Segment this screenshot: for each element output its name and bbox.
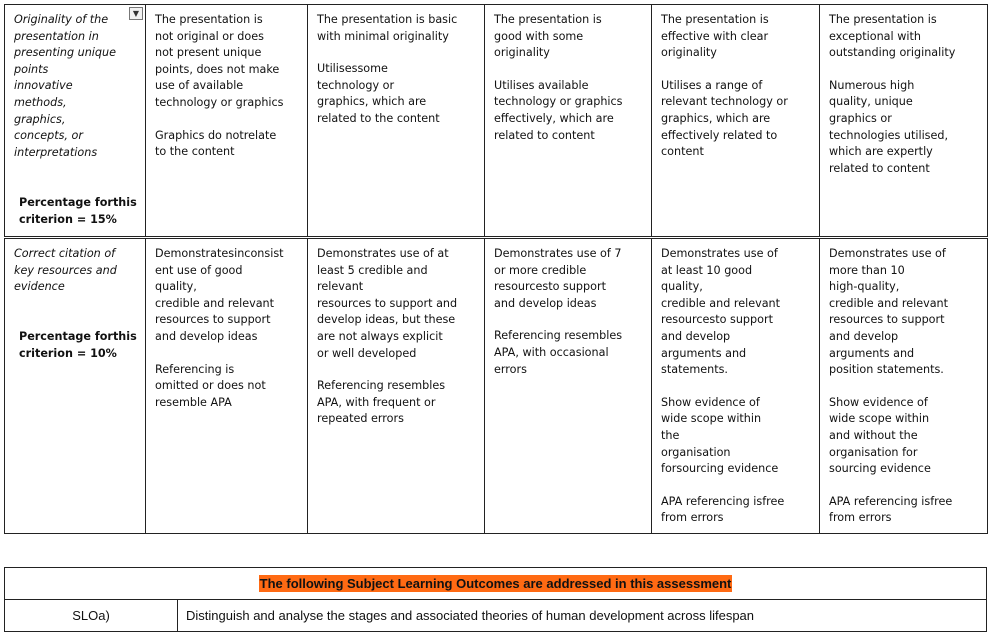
rating-description: Demonstratesinconsist ent use of good quality, credible and relevant resources to support and develop ideas [155, 247, 284, 343]
rating-description: Demonstrates use of 7 or more credible resourcesto support and develop ideas [494, 247, 622, 310]
rating-description: Numerous high quality, unique graphics or technologies utilised, which are expertly related to content [829, 78, 949, 175]
rating-description: Show evidence of wide scope within the organisation forsourcing evidence [661, 395, 779, 476]
slo-heading: The following Subject Learning Outcomes are addressed in this assessment [259, 576, 732, 591]
rating-cell [820, 238, 988, 534]
rating-cell [308, 5, 485, 238]
rating-description: Graphics do notrelate to the content [155, 128, 277, 159]
rating-description: Referencing resembles APA, with frequent or repeated errors [317, 379, 446, 426]
slo-header-row [5, 568, 987, 600]
rating-description: The presentation is good with some originality [494, 13, 602, 60]
criterion-text: Originality of the presentation in presenting unique points innovative methods, graphics, concepts, or interpretations [14, 13, 116, 159]
rating-cell [146, 5, 308, 238]
rating-description: Referencing resembles APA, with occasional errors [494, 329, 623, 376]
rubric-row-originality [5, 5, 988, 238]
rating-cell [652, 5, 820, 238]
rating-description: The presentation is basic with minimal originality [317, 13, 458, 43]
slo-heading-cell [5, 568, 987, 600]
rating-cell [485, 238, 652, 534]
rating-description: Demonstrates use of at least 5 credible and relevant resources to support and develop ideas, but these are not always explicit or well developed [317, 247, 458, 360]
rubric-table [4, 4, 988, 534]
rating-cell [146, 238, 308, 534]
rating-description: The presentation is exceptional with outstanding originality [829, 13, 956, 60]
rating-description: Show evidence of wide scope within and without the organisation for sourcing evidence [829, 395, 931, 476]
slo-description: Distinguish and analyse the stages and associated theories of human development across lifespan [178, 600, 987, 632]
rating-description: Referencing is omitted or does not resemble APA [155, 362, 266, 409]
slo-code: SLOa) [5, 600, 178, 632]
rating-cell [485, 5, 652, 238]
criterion-cell [5, 5, 146, 238]
rating-cell [820, 5, 988, 238]
rating-cell [308, 238, 485, 534]
criterion-percentage: Percentage forthis criterion = 15% [19, 196, 137, 226]
rating-description: Demonstrates use of at least 10 good quality, credible and relevant resourcesto support and develop arguments and statements. [661, 247, 781, 377]
rating-description: APA referencing isfree from errors [829, 494, 953, 525]
rating-description: Utilisessome technology or graphics, which are related to the content [317, 62, 440, 125]
rating-description: Utilises a range of relevant technology or graphics, which are effectively related to content [661, 78, 788, 159]
rating-description: The presentation is effective with clear originality [661, 13, 769, 60]
rating-cell [652, 238, 820, 534]
slo-table [4, 567, 987, 632]
rating-description: Utilises available technology or graphics effectively, which are related to content [494, 78, 623, 142]
criterion-text: Correct citation of key resources and evidence [14, 247, 117, 294]
slo-row [5, 600, 987, 632]
rating-description: The presentation is not original or does not present unique points, does not make use of available technology or graphics [155, 13, 284, 109]
criterion-cell [5, 238, 146, 534]
rubric-row-citation [5, 238, 988, 534]
rating-description: APA referencing isfree from errors [661, 494, 785, 525]
chevron-down-icon[interactable]: ▼ [129, 7, 143, 20]
rating-description: Demonstrates use of more than 10 high-quality, credible and relevant resources to support and develop arguments and position statements. [829, 247, 949, 377]
criterion-percentage: Percentage forthis criterion = 10% [19, 330, 137, 360]
